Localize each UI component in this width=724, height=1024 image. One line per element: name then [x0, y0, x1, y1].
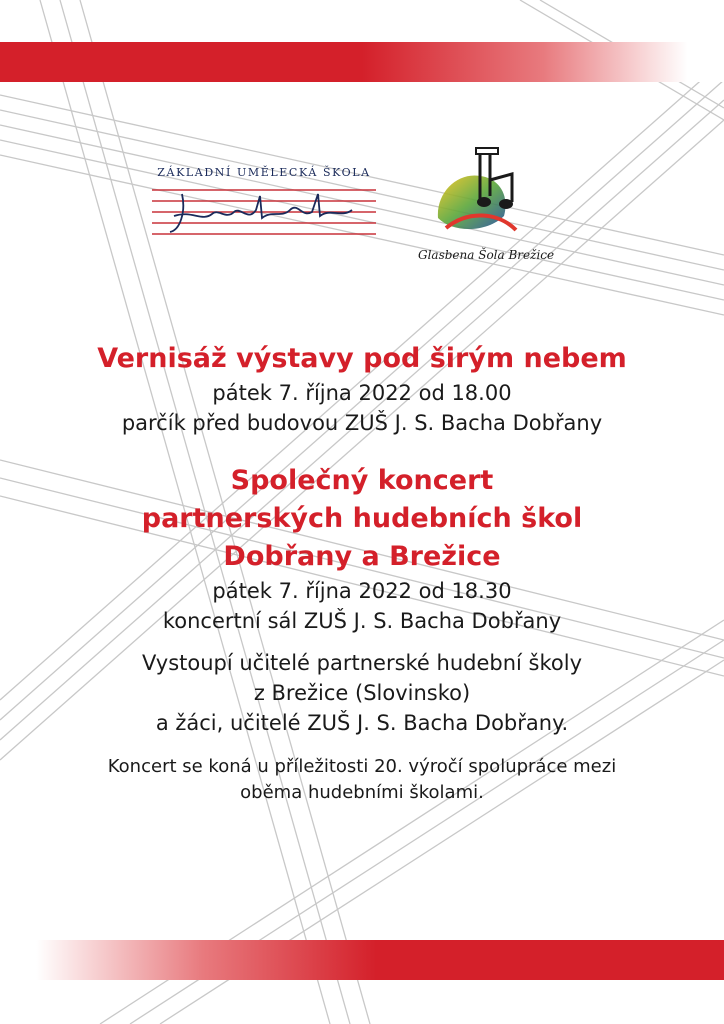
- performers-line-3: a žáci, učitelé ZUŠ J. S. Bacha Dobřany.: [155, 711, 569, 735]
- event1-title: Vernisáž výstavy pod širým nebem: [97, 343, 627, 374]
- event1-place: parčík před budovou ZUŠ J. S. Bacha Dobřany: [121, 411, 603, 435]
- zus-logo: [152, 166, 376, 240]
- event2-date: pátek 7. října 2022 od 18.30: [212, 579, 512, 603]
- bottom-red-band: [0, 940, 724, 980]
- event1-date: pátek 7. října 2022 od 18.00: [212, 381, 512, 405]
- event2-title-line-1: Společný koncert: [230, 465, 494, 496]
- performers-line-2: z Brežice (Slovinsko): [253, 681, 471, 705]
- gsb-logo-name: Glasbena Šola Brežice: [418, 248, 555, 262]
- poster-content: [0, 340, 724, 806]
- note-line-2: oběma hudebními školami.: [240, 782, 484, 803]
- zus-signature-logo: [152, 182, 376, 240]
- top-red-band: [0, 42, 724, 82]
- gsb-logo: [418, 140, 555, 272]
- zus-logo-name: ZÁKLADNÍ UMĚLECKÁ ŠKOLA: [157, 166, 371, 179]
- note-line-1: Koncert se koná u příležitosti 20. výročí spolupráce mezi: [107, 756, 617, 777]
- performers-line-1: Vystoupí učitelé partnerské hudební školy: [141, 651, 583, 675]
- event2-title-line-3: Dobřany a Brežice: [223, 541, 501, 572]
- gsb-emblem-logo: [418, 140, 548, 246]
- event2-title-line-2: partnerských hudebních škol: [141, 503, 583, 534]
- event2-place: koncertní sál ZUŠ J. S. Bacha Dobřany: [162, 609, 562, 633]
